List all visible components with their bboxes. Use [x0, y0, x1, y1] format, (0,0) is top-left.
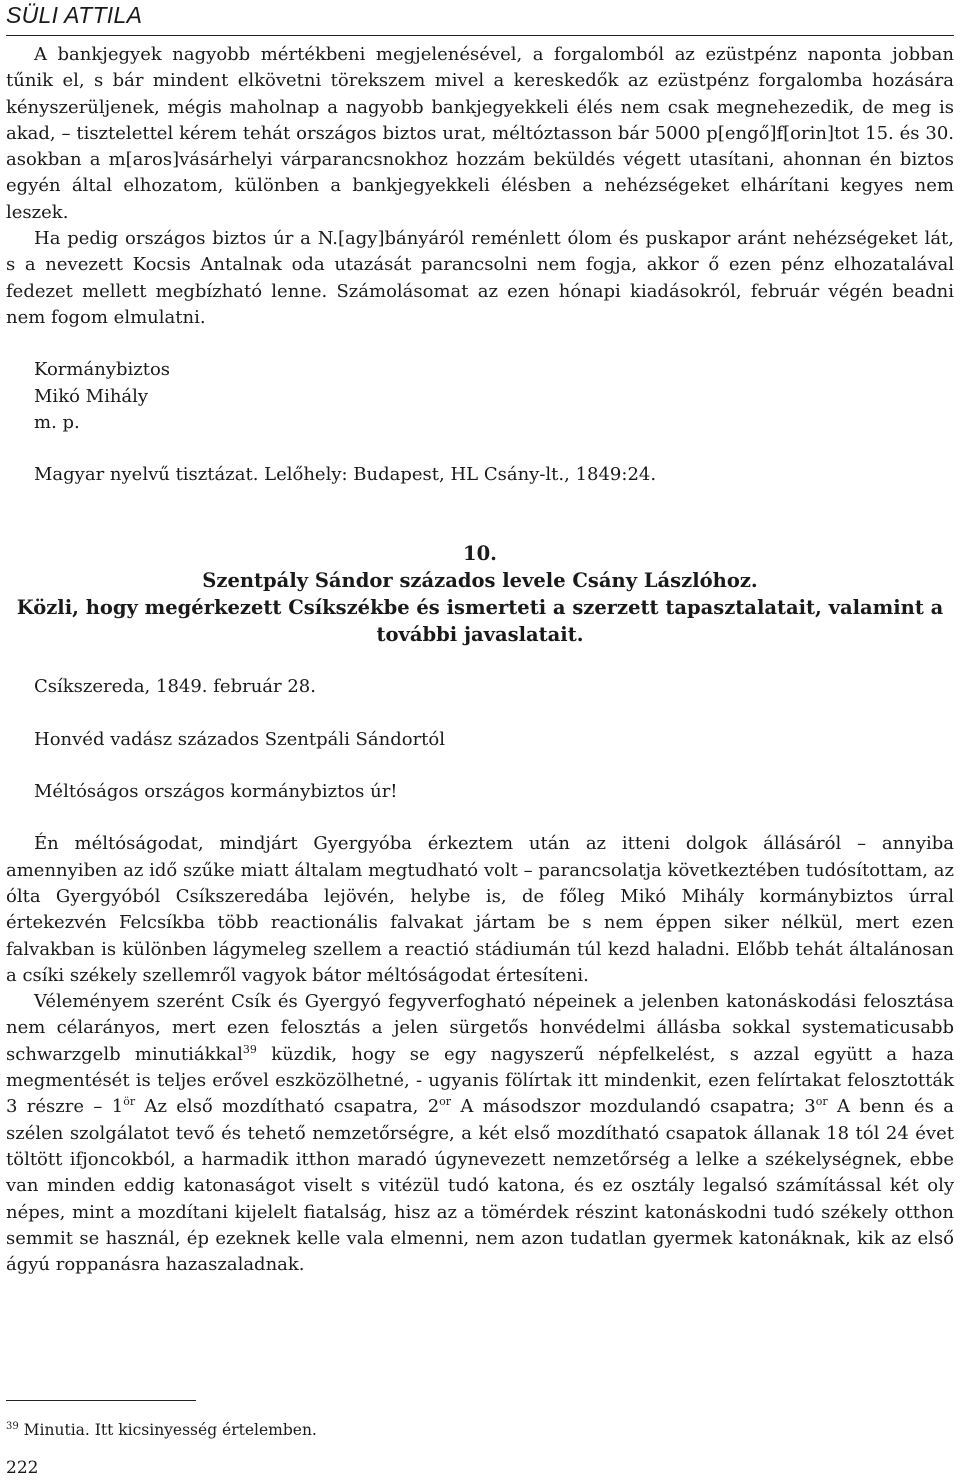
doc10-place-date: Csíkszereda, 1849. február 28. [34, 676, 316, 698]
doc9-paragraph-2: Ha pedig országos biztos úr a N.[agy]bányáról reménlett ólom és puskapor aránt nehézségeket lát, s a nevezett Kocsis Antalnak oda utazását parancsolni nem fogja, akkor ő ezen pénz elhozatalával fedezet mellett megbízható lenne. Számolásomat az ezen hónapi kiadásokról, február végén beadni nem fogom elmulatni. [6, 228, 954, 328]
doc9-paragraph-1: A bankjegyek nagyobb mértékbeni megjelenésével, a forgalomból az ezüstpénz naponta jobban tűnik el, s bár mindent elkövetni törekszem mivel a kereskedők az ezüstpénz forgalomba hozására kényszerüljenek, mégis maholnap a nagyobb bankjegyekkeli élés nem csak megnehezedik, de meg is akad, – tisztelettel kérem tehát országos biztos urat, méltóztasson bár 5000 p[engő]f[orin]tot 15. és 30. asokban a m[aros]vásárhelyi várparancsnokhoz hozzám beküldés végett utasítani, ahonnan én biztos egyén által elhozatom, különben a bankjegyekkeli élésben a nehézségeket elhárítani kegyes nem leszek. [6, 44, 954, 223]
doc10-number: 10. [463, 542, 497, 566]
signature-role: Kormánybiztos [34, 359, 171, 381]
doc10-paragraph-2-part-a: Véleményem szerént Csík és Gyergyó fegyverfogható népeinek a jelenben katonáskodási felosztása nem célarányos, mert ezen felosztás a jelen sürgetős honvédelmi állásba sokkal systematicusabb schwarzgelb minutiákkal [6, 991, 954, 1065]
ordinal-superscript: or [815, 1095, 828, 1109]
doc10-title: Szentpály Sándor százados levele Csány Lászlóhoz. [202, 569, 758, 593]
ordinal-superscript: ör [123, 1095, 136, 1109]
footnote-rule [6, 1400, 196, 1401]
signature-block [6, 357, 954, 436]
doc10-salutation: Méltóságos országos kormánybiztos úr! [34, 781, 398, 803]
ordinal-superscript: or [439, 1095, 452, 1109]
footnote-number: 39 [6, 1421, 19, 1432]
doc10-paragraph-2-part-d: A másodszor mozdulandó csapatra; 3 [451, 1096, 816, 1118]
running-head: SÜLI ATTILA [6, 2, 143, 28]
doc10-summary: Közli, hogy megérkezett Csíkszékbe és ismerteti a szerzett tapasztalatait, valamint a további javaslatait. [16, 596, 944, 647]
page-body [6, 42, 954, 1278]
footnote [6, 1420, 317, 1440]
doc10-paragraph-1: Én méltóságodat, mindjárt Gyergyóba érkeztem után az itteni dolgok állásáról – annyiba amennyiben az idő szűke miatt általam megtudható volt – parancsolatja következtében tudósítottam, az ólta Gyergyóból Csíkszeredába lejövén, helybe is, de főleg Mikó Mihály kormánybiztos úrral értekezvén Felcsíkba több reactionális falvakat jártam be s nem éppen siker nélkül, mert ezen falvakban is különben lágymeleg szellem a reactió stádiumán túl kezd haladni. Előbb tehát általánosan a csíki székely szellemről vagyok bátor méltóságodat értesíteni. [6, 833, 954, 986]
footnote-reference: 39 [242, 1042, 257, 1056]
header-rule [6, 35, 954, 36]
doc10-sender: Honvéd vadász százados Szentpáli Sándortól [34, 728, 446, 750]
doc10-paragraph-2 [6, 989, 954, 1278]
doc9-source-note: Magyar nyelvű tisztázat. Lelőhely: Budapest, HL Csány-lt., 1849:24. [34, 464, 657, 486]
signature-name: Mikó Mihály [34, 385, 149, 407]
doc10-paragraph-2-part-b: küzdik, hogy se egy nagyszerű népfelkelést, s azzal együtt a haza megmentését is teljes erővel eszközölhetné, - ugyanis fölírtak itt mindenkit, ezen felírtakat felosztották 3 részre – 1 [6, 1043, 954, 1118]
footnote-text: Minutia. Itt kicsinyesség értelemben. [23, 1421, 317, 1439]
doc10-paragraph-2-part-e: A benn és a szélen szolgálatot tevő és tehető nemzetőrségre, a két első mozdítható csapatok állanak 18 tól 24 évet töltött ifjoncokból, a harmadik itthon maradó úgynevezett nemzetőrség a lelke a székelységnek, ebbe van minden eddig katonaságot viselt s vitézül tudó katona, és ez osztály legalsó számítással két oly népes, mint a mozdítani kijelelt fiatalság, hisz az a tömérdek részint katonáskodni tudó székely otthon semmit se használ, ép ezeknek kelle vala elmenni, nem azon tudatlan gyermek katonáknak, kik az első ágyú roppanásra hazaszaladnak. [6, 1096, 954, 1276]
signature-mp: m. p. [34, 411, 80, 433]
doc10-paragraph-2-part-c: Az első mozdítható csapatra, 2 [135, 1096, 440, 1118]
page-number: 222 [6, 1458, 39, 1478]
